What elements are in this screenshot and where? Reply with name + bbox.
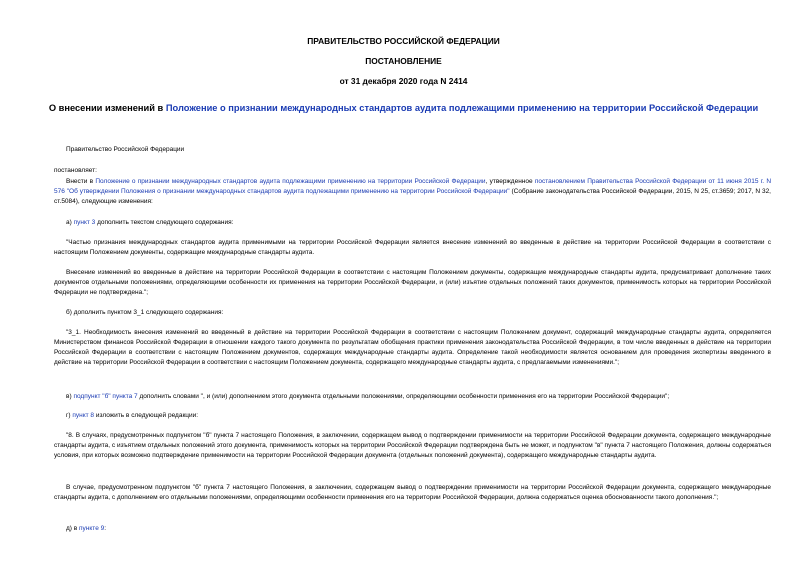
decree-date: от 31 декабря 2020 года N 2414 [339, 76, 468, 86]
subject-prefix: О внесении изменений в [48, 103, 166, 113]
intro-text-2: , утвержденное [485, 178, 535, 185]
item-v [54, 392, 771, 402]
quote-1: "Частью признания международных стандартов аудита применимыми на территории Российской Федерации является внесение изменений во введенные в действие на территории Российской Федерации в соответствии с настоящим Положением документы, содержащие международные стандарты аудита. [54, 239, 771, 256]
item-g-text-2: изложить в следующей редакции: [94, 412, 199, 419]
item-g-text-1: г) [66, 412, 73, 419]
intro-text-3: (Собрание законодательства Российской Федерации, 2015, N 25, ст.3659; 2017, N 32, ст.5084), следующие изменения: [54, 188, 771, 205]
quote-4: "8. В случаях, предусмотренных подпунктом "б" пункта 7 настоящего Положения, в заключении, содержащем вывод о подтверждении применимости на территории Российской Федерации документа, содержащего международные стандарты аудита, с изъятием отдельных положений этого документа, применимость которых на территории Российской Федерации подтверждена быть не может, и подпунктом "в" пункта 7 настоящего Положения, должны содержаться условия, при которых возможно подтверждение применимости на территории Российской Федерации документа (отдельных положений документа), содержащего международные стандарты аудита. [54, 432, 771, 459]
item-g-link[interactable]: пункт 8 [72, 412, 95, 419]
item-v-text-2: дополнить словами ", и (или) дополнением этого документа отдельными положениями, определяющими особенности применения его на территории Российской Федерации"; [137, 393, 670, 400]
postanovlyaet: постановляет: [54, 167, 97, 174]
decree-heading: ПОСТАНОВЛЕНИЕ [365, 56, 442, 66]
subject-link[interactable]: Положение о признании международных стандартов аудита подлежащими применению на территории Российской Федерации [165, 103, 759, 113]
item-d-link[interactable]: пункте 9 [79, 525, 105, 532]
quote-2: Внесение изменений во введенные в действие на территории Российской Федерации в соответствии с настоящим Положением документы, содержащие международные стандарты аудита, предусматривает дополнение таких документов отдельными положениями, определяющими особенности их применения на территории Российской Федерации, и (или) изъятие отдельных положений таких документов, применимость которых на территории Российской Федерации не подтверждена."; [54, 269, 771, 296]
intro-paragraph [54, 177, 771, 207]
item-v-link[interactable]: подпункт "б" пункта 7 [73, 393, 138, 400]
intro-link-regulation[interactable]: Положение о признании международных стандартов аудита подлежащими применению на территории Российской Федерации [95, 178, 486, 185]
intro-text-1: Внести в [66, 178, 96, 185]
item-a-link[interactable]: пункт 3 [73, 219, 96, 226]
government-heading: ПРАВИТЕЛЬСТВО РОССИЙСКОЙ ФЕДЕРАЦИИ [307, 36, 500, 46]
quote-3: "3_1. Необходимость внесения изменений во введенный в действие на территории Российской Федерации в соответствии с настоящим Положением документ, содержащий международные стандарты аудита, определяется Министерством финансов Российской Федерации в отношении каждого такого документа по результатам обобщения практики применения законодательства Российской Федерации, в том числе введенных в действие на территории Российской Федерации в соответствии с настоящим Положением документов, содержащих международные стандарты аудита. Определение такой необходимости является основанием для проведения экспертизы введенного в действие на территории Российской Федерации в соответствии с настоящим Положением документа, содержащего международные стандарты аудита, с предлагаемыми изменениями."; [54, 329, 771, 366]
item-d-text-1: д) в [66, 525, 80, 532]
item-a [54, 218, 771, 228]
signatory: Правительство Российской Федерации [66, 146, 185, 153]
item-a-text-2: дополнить текстом следующего содержания: [95, 219, 234, 226]
item-d [54, 524, 771, 534]
item-b: б) дополнить пунктом 3_1 следующего содержания: [66, 309, 224, 316]
item-v-text-1: в) [66, 393, 74, 400]
item-g [54, 411, 771, 421]
item-a-text-1: а) [66, 219, 74, 226]
quote-5: В случае, предусмотренном подпунктом "б" пункта 7 настоящего Положения, в заключении, содержащем вывод о подтверждении применимости на территории Российской Федерации документа, содержащего международные стандарты аудита, с дополнением его отдельными положениями, определяющими особенности применения его на территории Российской Федерации, должна содержаться оценка обоснованности такого дополнения."; [54, 484, 771, 501]
intro-link-resolution[interactable]: постановлением Правительства Российской Федерации от 11 июня 2015 г. N 576 "Об утверждении Положения о признании международных стандартов аудита подлежащими применению на территории Российской Федерации" [54, 178, 772, 195]
decree-subject [0, 102, 807, 114]
item-d-text-2: : [104, 525, 107, 532]
